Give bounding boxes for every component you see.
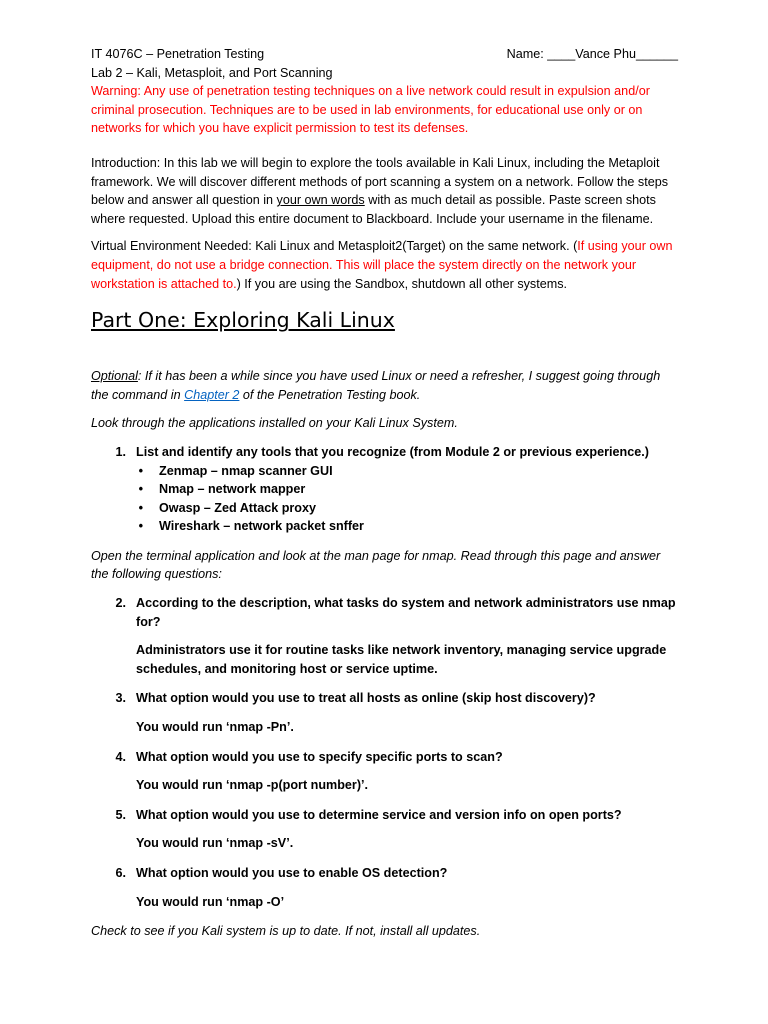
question-1 <box>91 443 678 462</box>
tool-item: Wireshark – network packet snffer <box>159 519 364 534</box>
venv-text-end: ) If you are using the Sandbox, shutdown all other systems. <box>236 276 568 291</box>
question-text: What option would you use to determine service and version info on open ports? <box>136 807 622 822</box>
open-terminal-instruction: Open the terminal application and look at the man page for nmap. Read through this page and answer the following questions: <box>91 548 661 582</box>
question-text: What option would you use to specify specific ports to scan? <box>136 749 503 764</box>
part-one-heading: Part One: Exploring Kali Linux <box>91 308 395 333</box>
question-text: What option would you use to treat all hosts as online (skip host discovery)? <box>136 691 596 706</box>
question-number: 6. <box>115 866 126 880</box>
warning-text: Warning: Any use of penetration testing techniques on a live network could result in expulsion and/or criminal prosecution. Techniques are to be used in lab environments, for educational use only or on networks for which you have explicit permission to test its defenses. <box>91 84 650 136</box>
question-text: What option would you use to enable OS detection? <box>136 866 448 880</box>
question-text: List and identify any tools that you recognize (from Module 2 or previous experience.) <box>136 444 649 459</box>
venv-text-start: Virtual Environment Needed: Kali Linux and Metasploit2(Target) on the same network. ( <box>91 239 578 254</box>
intro-underlined-text: your own words <box>276 193 365 208</box>
question-text: According to the description, what tasks do system and network administrators use nmap for? <box>136 596 676 629</box>
answer-6: You would run ‘nmap -O’ <box>136 894 285 909</box>
answer-5: You would run ‘nmap -sV’. <box>136 836 294 851</box>
optional-label: Optional <box>91 369 138 384</box>
bullet-icon: • <box>138 463 143 478</box>
optional-paragraph <box>91 367 678 404</box>
answer-2: Administrators use it for routine tasks like network inventory, managing service upgrade schedules, and monitoring host or service uptime. <box>136 643 667 676</box>
venv-red-note: If using your own equipment, do not use a bridge connection. This will place the system directly on the network your workstation is attached to. <box>91 239 673 291</box>
question-5 <box>91 806 678 825</box>
bullet-icon: • <box>138 519 143 534</box>
question-4 <box>91 748 678 767</box>
intro-text-end: with as much detail as possible. Paste screen shots where requested. Upload this entire document to Blackboard. Include your username in the filename. <box>91 193 656 226</box>
question-2 <box>91 594 678 631</box>
question-number: 2. <box>115 596 126 611</box>
list-item <box>91 517 678 536</box>
bullet-icon: • <box>138 500 143 515</box>
tool-item: Zenmap – nmap scanner GUI <box>159 463 333 478</box>
question-number: 3. <box>115 691 126 706</box>
tool-item: Nmap – network mapper <box>159 482 306 497</box>
lab-title: Lab 2 – Kali, Metasploit, and Port Scanning <box>91 65 333 80</box>
course-title: IT 4076C – Penetration Testing <box>91 47 265 61</box>
student-name: Name: ____Vance Phu______ <box>506 47 678 61</box>
list-item <box>91 462 678 481</box>
chapter-2-link[interactable]: Chapter 2 <box>184 387 240 402</box>
tools-list <box>91 462 678 536</box>
tool-item: Owasp – Zed Attack proxy <box>159 500 317 515</box>
introduction-paragraph <box>91 154 678 228</box>
check-update-instruction: Check to see if you Kali system is up to date. If not, install all updates. <box>91 924 481 939</box>
question-number: 5. <box>115 807 126 822</box>
virtual-environment-paragraph <box>91 237 678 293</box>
bullet-icon: • <box>138 482 143 497</box>
answer-3: You would run ‘nmap -Pn’. <box>136 720 294 735</box>
answer-4: You would run ‘nmap -p(port number)’. <box>136 778 369 793</box>
header-row <box>91 45 678 64</box>
question-3 <box>91 689 678 708</box>
optional-text-start: : If it has been a while since you have used Linux or need a refresher, I suggest going through the command in <box>91 369 661 402</box>
list-item <box>91 499 678 518</box>
intro-text-start: Introduction: In this lab we will begin to explore the tools available in Kali Linux, including the Metaploit framework. We will discover different methods of port scanning a system on a network. Follow the steps below and answer all question in <box>91 155 669 208</box>
optional-text-end: of the Penetration Testing book. <box>239 387 421 402</box>
question-6 <box>91 864 678 883</box>
question-number: 4. <box>115 749 126 764</box>
question-number: 1. <box>115 444 126 459</box>
look-through-instruction: Look through the applications installed on your Kali Linux System. <box>91 416 458 431</box>
list-item <box>91 480 678 499</box>
